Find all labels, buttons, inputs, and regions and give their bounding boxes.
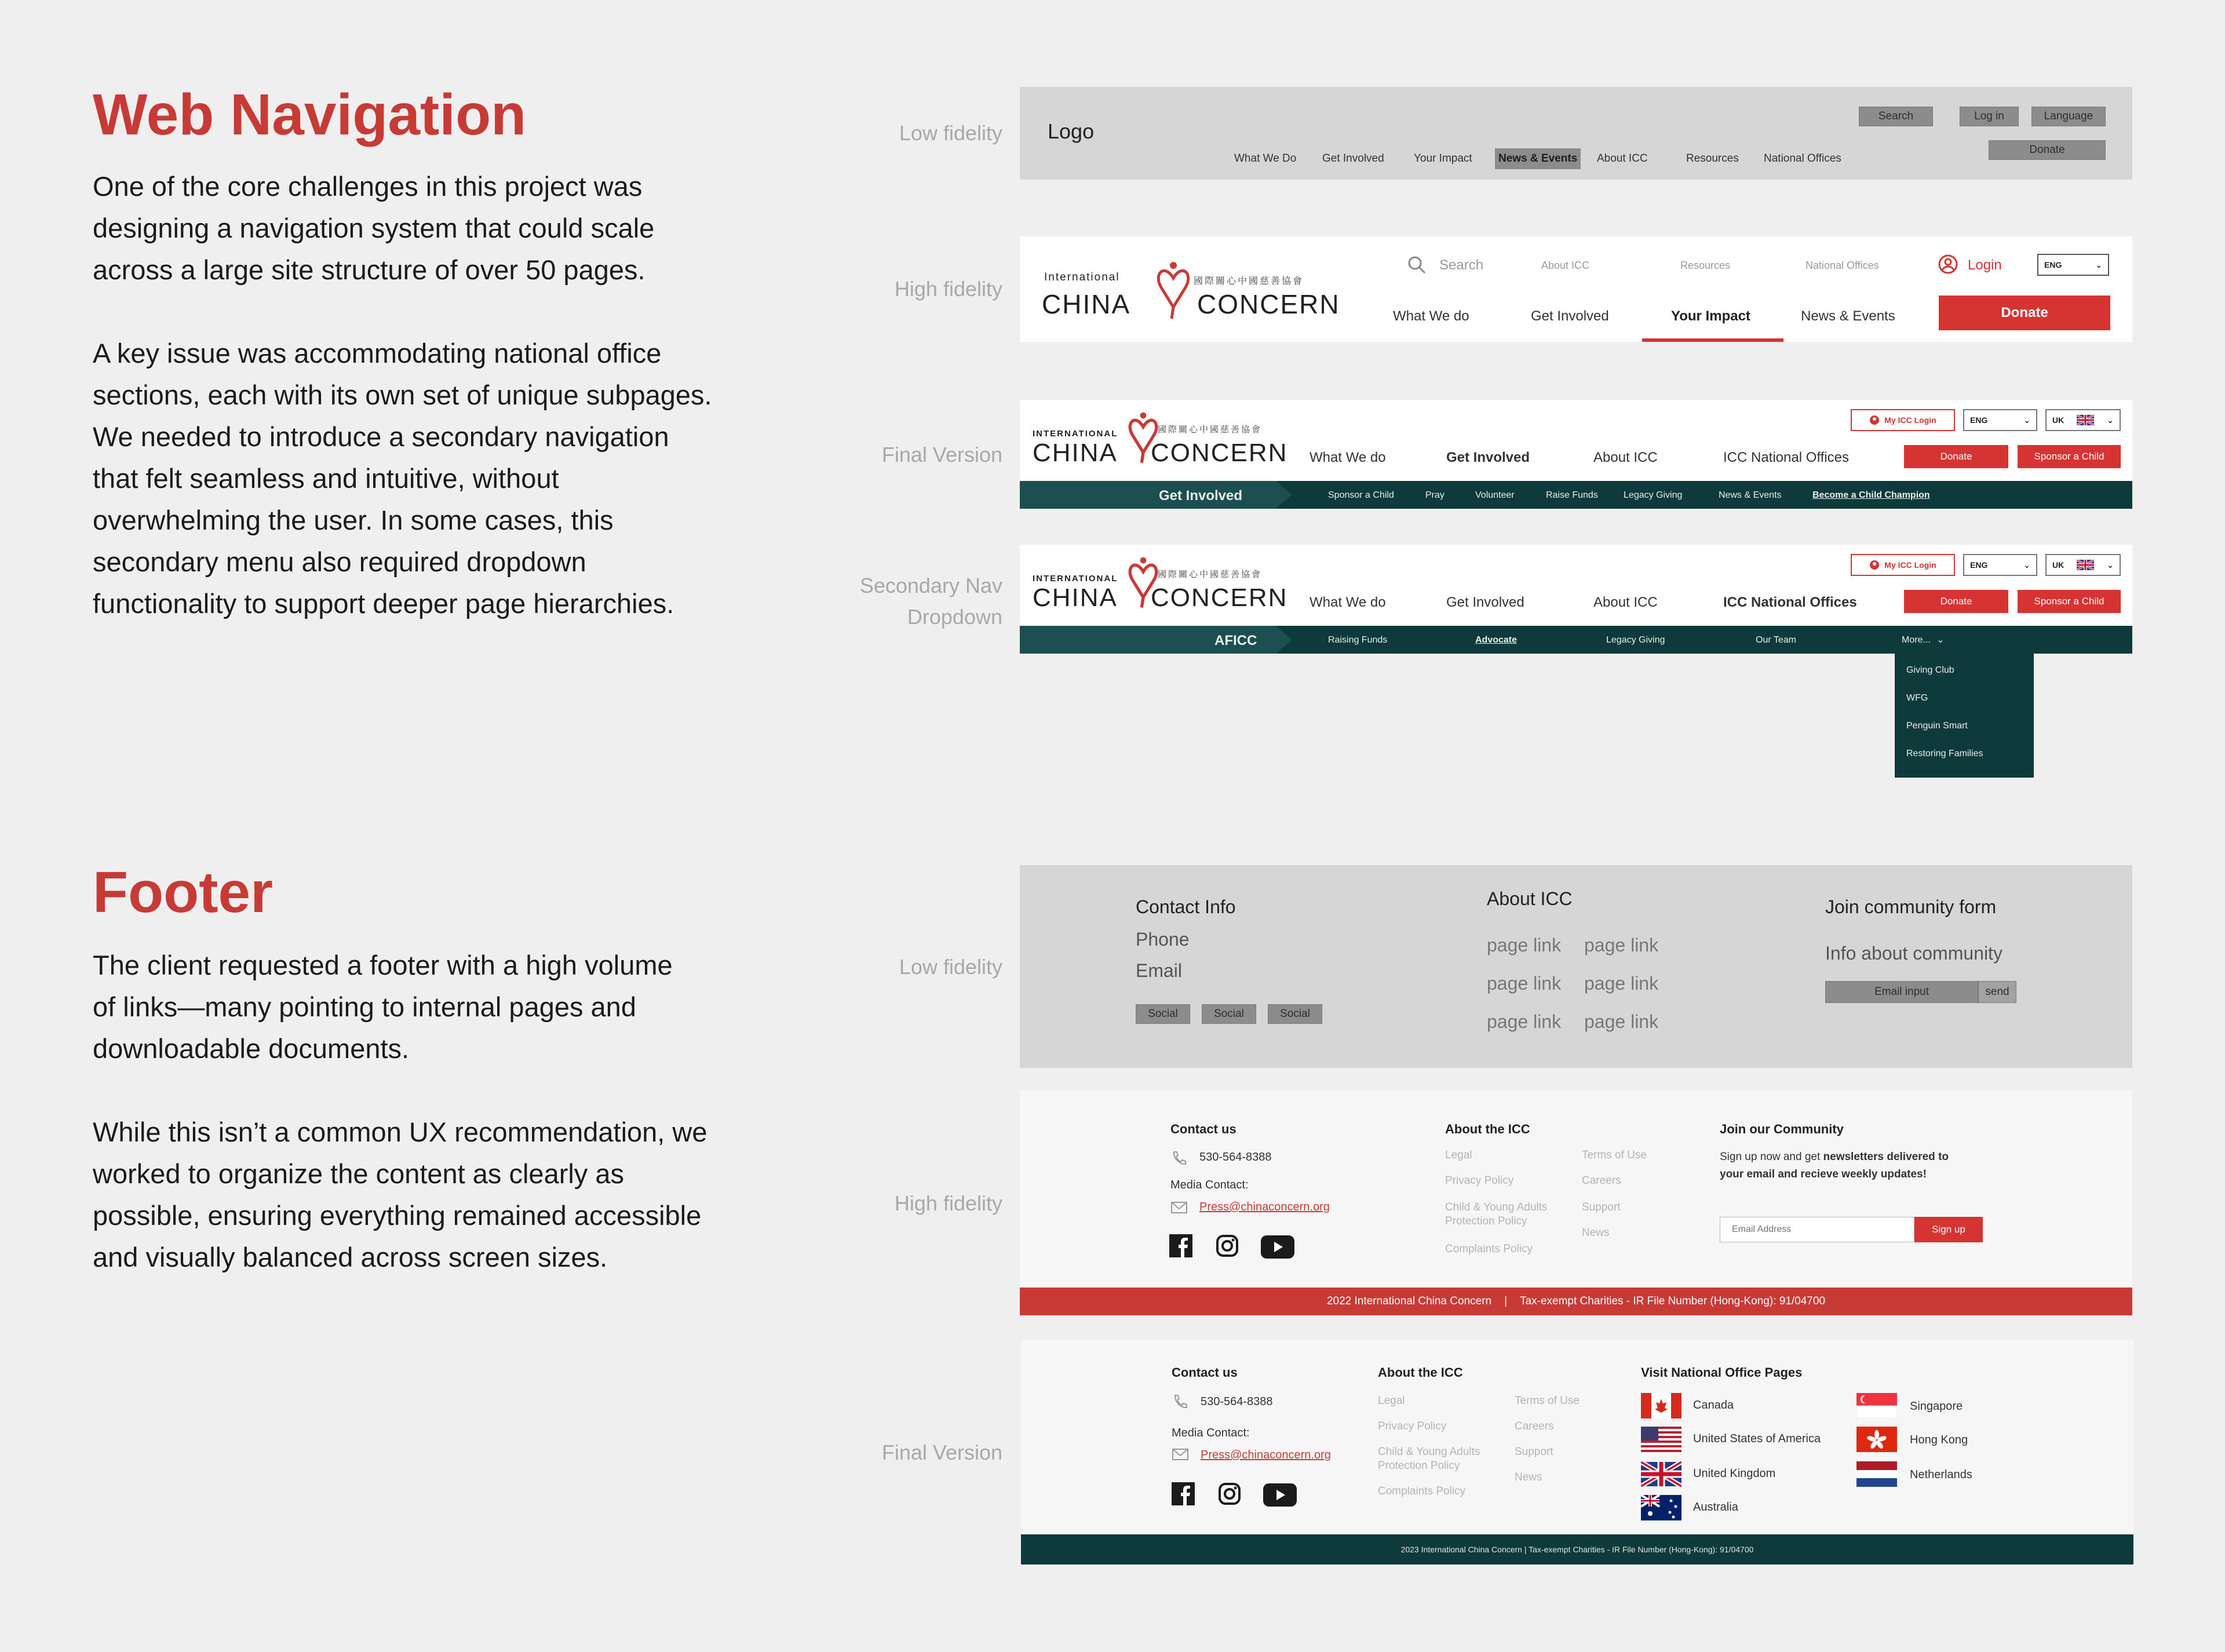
join-community-text: Sign up now and get newsletters delivered to — [1720, 1151, 1949, 1163]
nav-low-fidelity — [1020, 87, 2132, 180]
office-uk[interactable]: United Kingdom — [1693, 1467, 1776, 1480]
phone-placeholder: Phone — [1136, 929, 1190, 950]
phone-icon — [1172, 1393, 1189, 1410]
subnav-raising-funds[interactable]: Raising Funds — [1328, 635, 1388, 645]
facebook-icon[interactable] — [1169, 1234, 1192, 1257]
nav-item-what-we-do[interactable]: What We Do — [1234, 152, 1297, 165]
region-value: UK — [2052, 560, 2064, 570]
phone-number[interactable]: 530-564-8388 — [1199, 1151, 1272, 1164]
label-footer-low: Low fidelity — [899, 955, 1002, 979]
office-singapore[interactable]: Singapore — [1910, 1400, 1963, 1413]
nav-item-news-events-active[interactable]: News & Events — [1495, 148, 1581, 169]
join-community-text-2: your email and recieve weekly updates! — [1720, 1168, 1927, 1180]
nav-item-what-we-do[interactable]: What We do — [1310, 595, 1386, 610]
subnav-advocate-active[interactable]: Advocate — [1475, 635, 1518, 645]
footer-high-fidelity — [1020, 1091, 2132, 1288]
press-email-link[interactable]: Press@chinaconcern.org — [1201, 1449, 1331, 1461]
social-button-2[interactable]: Social — [1202, 1004, 1256, 1024]
subnav-legacy-giving[interactable]: Legacy Giving — [1606, 635, 1665, 645]
media-contact-label: Media Contact: — [1170, 1179, 1249, 1191]
bar-separator: | — [1504, 1295, 1508, 1307]
nav-item-resources[interactable]: Resources — [1686, 152, 1739, 165]
netherlands-flag-icon[interactable] — [1856, 1461, 1897, 1487]
logo-china: CHINA — [1033, 584, 1118, 612]
office-usa[interactable]: United States of America — [1693, 1432, 1821, 1445]
footer-link-privacy-policy[interactable]: Privacy Policy — [1378, 1420, 1447, 1432]
subnav-more-label: More... — [1902, 635, 1931, 645]
nav-item-what-we-do[interactable]: What We do — [1310, 450, 1386, 465]
login-link[interactable]: Login — [1968, 257, 2002, 273]
contact-info-heading: Contact Info — [1136, 896, 1236, 917]
singapore-flag-icon[interactable] — [1856, 1393, 1897, 1418]
mail-icon — [1170, 1201, 1188, 1215]
language-value: ENG — [1970, 560, 1988, 570]
about-icc-heading: About the ICC — [1445, 1122, 1530, 1136]
subnav-pray[interactable]: Pray — [1425, 490, 1445, 500]
user-icon — [1869, 560, 1880, 570]
join-community-heading: Join our Community — [1720, 1122, 1844, 1136]
footer-link-news[interactable]: News — [1582, 1227, 1610, 1239]
media-contact-label: Media Contact: — [1172, 1427, 1250, 1439]
facebook-icon[interactable] — [1172, 1482, 1195, 1505]
search-button[interactable]: Search — [1859, 107, 1933, 126]
footer-link-complaints-policy[interactable]: Complaints Policy — [1445, 1243, 1533, 1255]
nav-item-your-impact[interactable]: Your Impact — [1414, 152, 1472, 165]
icc-logo[interactable] — [1033, 554, 1287, 618]
footer-low-fidelity — [1020, 865, 2132, 1068]
logo-concern: CONCERN — [1151, 584, 1288, 612]
nav-item-get-involved-active[interactable]: Get Involved — [1446, 450, 1530, 465]
nav-dropdown-version — [1020, 545, 2132, 626]
send-button[interactable]: send — [1978, 981, 2016, 1003]
login-button[interactable]: Log in — [1960, 107, 2019, 126]
phone-number[interactable]: 530-564-8388 — [1201, 1395, 1273, 1408]
email-placeholder: Email — [1136, 960, 1183, 981]
subnav-volunteer[interactable]: Volunteer — [1475, 490, 1515, 500]
social-button-1[interactable]: Social — [1136, 1004, 1190, 1024]
footer-link-legal[interactable]: Legal — [1445, 1149, 1472, 1161]
footer-link-news[interactable]: News — [1515, 1471, 1542, 1483]
email-input[interactable]: Email input — [1825, 981, 1978, 1003]
footer-link-careers[interactable]: Careers — [1582, 1175, 1621, 1187]
contact-us-heading: Contact us — [1170, 1122, 1236, 1136]
language-select[interactable] — [1963, 554, 2037, 576]
dropdown-item-restoring-families[interactable]: Restoring Families — [1906, 749, 1983, 758]
subnav-sponsor-a-child[interactable]: Sponsor a Child — [1328, 490, 1394, 500]
tax-exempt-info: Tax-exempt Charities - IR File Number (Hong-Kong): 91/04700 — [1520, 1295, 1826, 1307]
label-nav-low: Low fidelity — [899, 121, 1002, 145]
icc-logo[interactable] — [1042, 255, 1343, 324]
region-value: UK — [2052, 415, 2064, 425]
page-link[interactable]: page link — [1487, 935, 1562, 956]
social-button-3[interactable]: Social — [1268, 1004, 1322, 1024]
my-icc-login-button[interactable] — [1851, 409, 1955, 431]
donate-button[interactable]: Donate — [1904, 590, 2008, 613]
nav-section-para-1: One of the core challenges in this project was designing a navigation system that could scale across a large site structure of over 50 pages. — [93, 171, 655, 285]
footer-link-child-protection[interactable]: Child & Young Adults Protection Policy — [1378, 1446, 1480, 1472]
footer-final — [1021, 1340, 2133, 1534]
subnav-become-child-champion[interactable]: Become a Child Champion — [1812, 490, 1930, 500]
footer-link-privacy-policy[interactable]: Privacy Policy — [1445, 1175, 1514, 1187]
logo-concern: CONCERN — [1151, 439, 1288, 467]
donate-button[interactable]: Donate — [1904, 445, 2008, 468]
join-community-heading: Join community form — [1825, 896, 1997, 917]
nav-item-national-offices[interactable]: National Offices — [1764, 152, 1841, 165]
top-link-about-icc[interactable]: About ICC — [1541, 260, 1590, 271]
uk-flag-icon — [2077, 415, 2094, 425]
youtube-icon[interactable] — [1263, 1483, 1297, 1507]
office-australia[interactable]: Australia — [1693, 1501, 1738, 1514]
logo-placeholder: Logo — [1048, 119, 1095, 143]
footer-section-para-1: The client requested a footer with a high volume of links—many pointing to internal pages and downloadable documents. — [93, 950, 673, 1064]
footer-link-complaints-policy[interactable]: Complaints Policy — [1378, 1485, 1465, 1497]
instagram-icon[interactable] — [1218, 1482, 1241, 1505]
my-icc-login-label: My ICC Login — [1884, 560, 1936, 570]
about-icc-heading: About the ICC — [1378, 1365, 1463, 1380]
label-nav-high: High fidelity — [894, 277, 1002, 301]
secondary-nav — [1020, 481, 2132, 509]
nav-section-para-2: A key issue was accommodating national office sections, each with its own set of unique subpages. We needed to introduce a secondary navigation that felt seamless and intuitive, without overwhelming the user. In some cases, this secondary menu also required dropdown functionality to support deeper page hierarchies. — [93, 338, 712, 619]
nav-item-news-events[interactable]: News & Events — [1801, 308, 1895, 324]
usa-flag-icon[interactable] — [1641, 1427, 1681, 1452]
nav-item-what-we-do[interactable]: What We do — [1393, 308, 1469, 324]
region-select[interactable] — [2045, 554, 2121, 576]
footer-link-support[interactable]: Support — [1515, 1446, 1553, 1458]
language-value: ENG — [1970, 415, 1988, 425]
nav-item-get-involved[interactable]: Get Involved — [1531, 308, 1609, 324]
uk-flag-icon[interactable] — [1641, 1461, 1681, 1487]
logo-international: INTERNATIONAL — [1033, 429, 1118, 439]
national-offices-heading: Visit National Office Pages — [1641, 1365, 1803, 1380]
top-link-resources[interactable]: Resources — [1680, 260, 1731, 271]
nav-item-your-impact-active[interactable]: Your Impact — [1671, 308, 1750, 324]
nav-item-about-icc[interactable]: About ICC — [1593, 595, 1658, 610]
footer-final-bar-text: 2023 International China Concern | Tax-exempt Charities - IR File Number (Hong-Kong): 91/04700 — [1400, 1545, 1754, 1554]
uk-flag-icon — [2077, 560, 2094, 570]
chevron-down-icon: ⌄ — [2107, 415, 2114, 425]
office-hong-kong[interactable]: Hong Kong — [1910, 1434, 1968, 1446]
donate-button[interactable]: Donate — [1939, 296, 2110, 330]
footer-link-child-protection[interactable]: Child & Young Adults Protection Policy — [1445, 1201, 1548, 1227]
nav-item-get-involved[interactable]: Get Involved — [1446, 595, 1524, 610]
page-link[interactable]: page link — [1487, 1011, 1562, 1032]
logo-china: CHINA — [1033, 439, 1118, 467]
footer-final-bar — [1021, 1534, 2133, 1565]
nav-final — [1020, 400, 2132, 481]
logo-chinese: 國際關心中國慈善協會 — [1158, 425, 1263, 435]
language-value: ENG — [2044, 260, 2062, 269]
search-icon[interactable] — [1407, 255, 1427, 278]
nav-item-get-involved[interactable]: Get Involved — [1322, 152, 1384, 165]
subnav-news-events[interactable]: News & Events — [1719, 490, 1782, 500]
logo-concern: CONCERN — [1197, 289, 1340, 319]
label-nav-final: Final Version — [881, 443, 1002, 466]
region-select[interactable] — [2045, 409, 2121, 431]
about-icc-heading: About ICC — [1487, 888, 1573, 909]
logo-chinese: 國際關心中國慈善協會 — [1194, 276, 1304, 286]
nav-high-fidelity — [1020, 236, 2132, 342]
subnav-more-toggle[interactable] — [1902, 634, 1945, 646]
press-email-link[interactable]: Press@chinaconcern.org — [1199, 1201, 1330, 1213]
dropdown-item-wfg[interactable]: WFG — [1906, 693, 1928, 703]
secondary-nav — [1020, 626, 2132, 654]
office-canada[interactable]: Canada — [1693, 1399, 1734, 1412]
email-address-input[interactable] — [1720, 1217, 1914, 1242]
hong-kong-flag-icon[interactable] — [1856, 1427, 1897, 1452]
sign-up-button[interactable]: Sign up — [1914, 1217, 1983, 1242]
footer-section-title: Footer — [93, 860, 273, 925]
dropdown-item-giving-club[interactable]: Giving Club — [1906, 665, 1954, 675]
mail-icon — [1172, 1447, 1189, 1461]
phone-icon — [1170, 1150, 1188, 1167]
footer-copyright-bar — [1020, 1288, 2132, 1315]
secondary-nav-title-block — [1020, 481, 1292, 509]
youtube-icon[interactable] — [1261, 1235, 1294, 1259]
logo-international: INTERNATIONAL — [1033, 574, 1118, 584]
nav-item-about-icc[interactable]: About ICC — [1593, 450, 1658, 465]
label-footer-high: High fidelity — [894, 1191, 1002, 1215]
label-footer-final: Final Version — [881, 1441, 1002, 1464]
icc-logo[interactable] — [1033, 409, 1287, 473]
subnav-legacy-giving[interactable]: Legacy Giving — [1624, 490, 1683, 500]
footer-section-para-2: While this isn’t a common UX recommendation, we worked to organize the content as clearly as possible, ensuring everything remained accessible and visually balanced across screen sizes. — [93, 1117, 707, 1272]
footer-link-terms-of-use[interactable]: Terms of Use — [1582, 1149, 1647, 1161]
community-info: Info about community — [1825, 943, 2003, 964]
secondary-nav-title: Get Involved — [1159, 488, 1243, 504]
secondary-nav-title: AFICC — [1214, 633, 1257, 648]
subnav-raise-funds[interactable]: Raise Funds — [1546, 490, 1598, 500]
top-link-national-offices[interactable]: National Offices — [1805, 260, 1879, 271]
logo-chinese: 國際關心中國慈善協會 — [1158, 570, 1263, 579]
chevron-down-icon: ⌄ — [2095, 260, 2102, 269]
subnav-our-team[interactable]: Our Team — [1756, 635, 1796, 645]
my-icc-login-label: My ICC Login — [1884, 415, 1936, 425]
nav-item-icc-national-offices-active[interactable]: ICC National Offices — [1723, 595, 1857, 610]
my-icc-login-button[interactable] — [1851, 554, 1955, 576]
footer-link-terms-of-use[interactable]: Terms of Use — [1515, 1395, 1580, 1407]
footer-link-legal[interactable]: Legal — [1378, 1395, 1405, 1407]
heart-person-icon — [1153, 261, 1194, 321]
nav-item-about-icc[interactable]: About ICC — [1597, 152, 1648, 165]
copyright-year: 2022 International China Concern — [1326, 1295, 1492, 1307]
contact-us-heading: Contact us — [1172, 1365, 1238, 1380]
chevron-down-icon: ⌄ — [2023, 415, 2030, 425]
logo-china: CHINA — [1042, 289, 1131, 319]
page-link[interactable]: page link — [1584, 935, 1659, 956]
donate-button[interactable]: Donate — [1989, 140, 2106, 160]
nav-section-title: Web Navigation — [93, 82, 527, 147]
language-select[interactable] — [2037, 254, 2109, 276]
dropdown-item-penguin-smart[interactable]: Penguin Smart — [1906, 721, 1968, 731]
chevron-down-icon: ⌄ — [2107, 560, 2114, 570]
office-netherlands[interactable]: Netherlands — [1910, 1468, 1972, 1481]
sponsor-child-button[interactable]: Sponsor a Child — [2018, 445, 2121, 468]
user-icon — [1869, 415, 1880, 425]
chevron-down-icon: ⌄ — [1936, 635, 1945, 645]
sponsor-child-button[interactable]: Sponsor a Child — [2018, 590, 2121, 613]
page-link[interactable]: page link — [1584, 1011, 1659, 1032]
chevron-down-icon: ⌄ — [2023, 560, 2030, 570]
instagram-icon[interactable] — [1216, 1234, 1239, 1257]
language-button[interactable]: Language — [2031, 107, 2106, 126]
active-underline — [1642, 338, 1783, 342]
label-nav-dropdown: Secondary Nav Dropdown — [859, 574, 1002, 629]
page-link[interactable]: page link — [1487, 973, 1562, 994]
logo-international: International — [1044, 271, 1120, 283]
search-label[interactable]: Search — [1439, 257, 1484, 273]
footer-link-careers[interactable]: Careers — [1515, 1420, 1554, 1432]
more-dropdown-menu — [1895, 654, 2034, 778]
user-icon[interactable] — [1938, 254, 1958, 278]
canada-flag-icon[interactable] — [1641, 1393, 1681, 1418]
page-link[interactable]: page link — [1584, 973, 1659, 994]
nav-item-icc-national-offices[interactable]: ICC National Offices — [1723, 450, 1849, 465]
language-select[interactable] — [1963, 409, 2037, 431]
australia-flag-icon[interactable] — [1641, 1495, 1681, 1520]
footer-link-support[interactable]: Support — [1582, 1201, 1621, 1213]
